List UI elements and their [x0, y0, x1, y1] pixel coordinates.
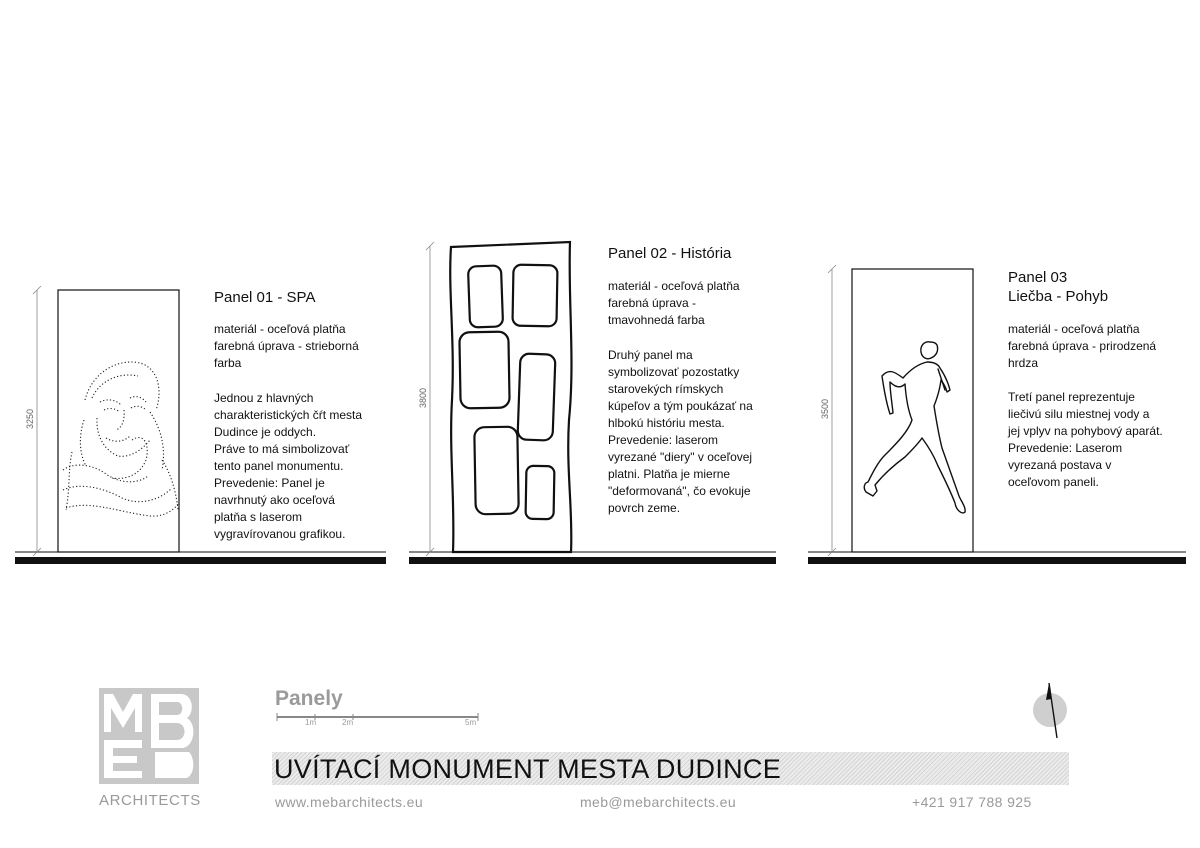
sheet-label: Panely — [275, 687, 343, 710]
panel-02-material: materiál - oceľová platňa farebná úprava - tmavohnedá farba — [608, 279, 740, 327]
scale-label-5m: 5m — [465, 718, 477, 727]
panel-02-height-dim: 3800 — [418, 387, 429, 409]
meb-logo-mark — [99, 688, 199, 784]
panel-01-description: Jednou z hlavných charakteristických čŕt mesta Dudince je oddych. Práve to má simbolizovať tento panel monumentu. Prevedenie: Panel je navrhnutý ako oceľová platňa s laserom vygravírovanou grafikou. — [214, 391, 363, 541]
panel-03-description: Tretí panel reprezentuje liečivú silu miestnej vody a jej vplyv na pohybový aparát. Prevedenie: Laserom vyrezaná postava v oceľovom paneli. — [1008, 390, 1163, 489]
ground-line-1 — [15, 557, 386, 564]
ground-lines — [15, 552, 1186, 564]
logo-architects-label: ARCHITECTS — [99, 792, 201, 809]
panel-03-height-dim: 3500 — [820, 398, 831, 420]
panel-02-drawing — [450, 242, 571, 552]
ground-line-2 — [409, 557, 776, 564]
scale-label-1m: 1m — [305, 718, 317, 727]
meb-logo-letters — [99, 688, 100, 689]
project-title: UVÍTACÍ MONUMENT MESTA DUDINCE — [274, 754, 782, 784]
scale-label-2m: 2m — [342, 718, 354, 727]
panel-01-height-dim: 3250 — [25, 408, 36, 430]
meb-logo — [99, 688, 199, 784]
contact-phone[interactable]: +421 917 788 925 — [912, 794, 1032, 810]
panel-02-title: Panel 02 - História — [608, 245, 732, 262]
panel-03-material: materiál - oceľová platňa farebná úprava - prirodzená hrdza — [1008, 322, 1157, 370]
panel-01-drawing — [58, 290, 179, 552]
contact-email[interactable]: meb@mebarchitects.eu — [580, 794, 737, 810]
panel-03-drawing — [852, 269, 973, 552]
north-arrow-icon — [1033, 683, 1067, 738]
panel-01-material: materiál - oceľová platňa farebná úprava - strieborná farba — [214, 322, 359, 370]
panel-01-title: Panel 01 - SPA — [214, 289, 316, 306]
ground-line-3 — [808, 557, 1186, 564]
panel-02-description: Druhý panel ma symbolizovať pozostatky starovekých rímskych kúpeľov a tým poukázať na hlbokú históriu mesta. Prevedenie: laserom vyrezané "diery" v oceľovej platni. Platňa je mierne "deformovaná", čo evokuje povrch zeme. — [608, 348, 753, 515]
contact-website[interactable]: www.mebarchitects.eu — [275, 794, 424, 810]
panel-03-title: Panel 03 Liečba - Pohyb — [1008, 269, 1109, 305]
